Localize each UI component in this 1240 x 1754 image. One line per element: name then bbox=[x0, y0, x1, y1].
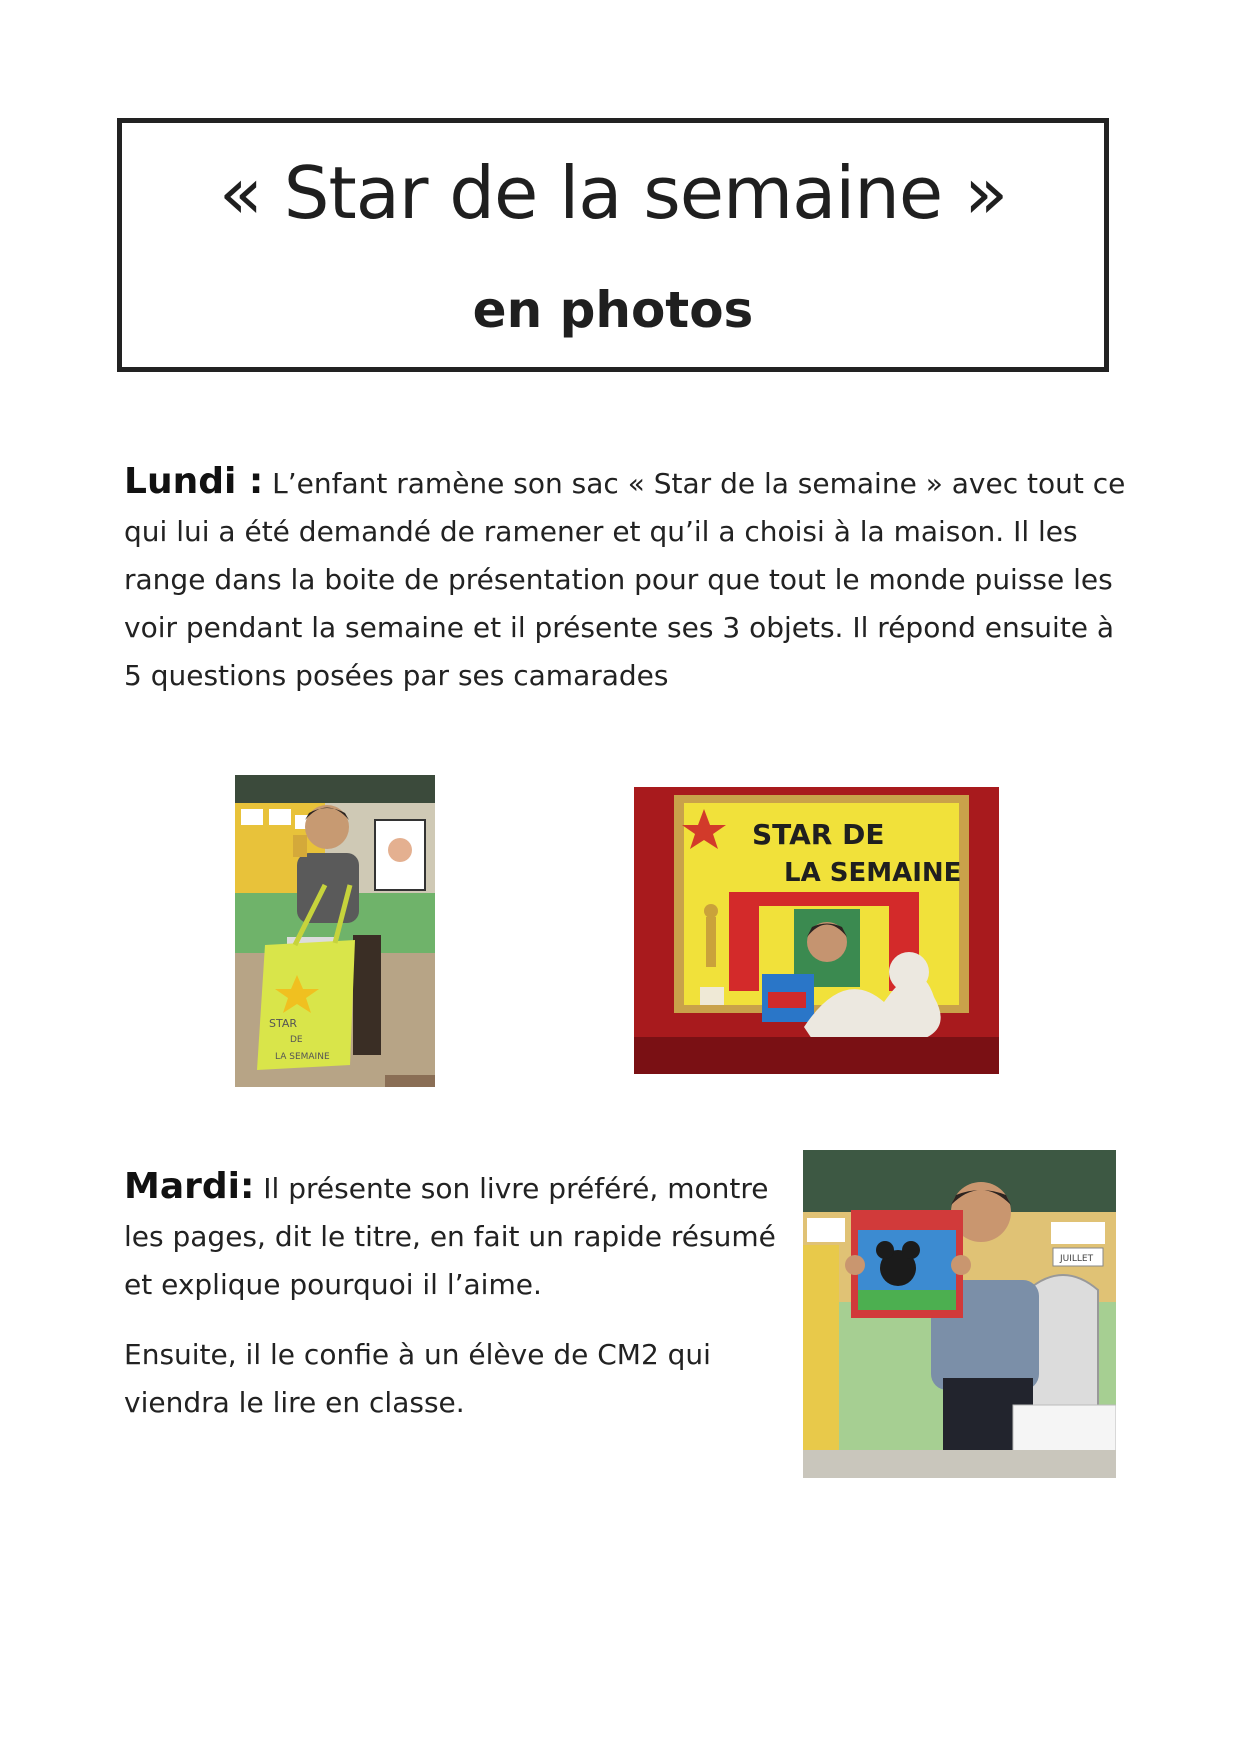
bag-text-1: STAR bbox=[269, 1017, 298, 1030]
bag-text-2: DE bbox=[290, 1035, 303, 1045]
bag-text-3: LA SEMAINE bbox=[275, 1052, 330, 1062]
photo-presentation-box bbox=[634, 787, 999, 1074]
lundi-text: L’enfant ramène son sac « Star de la semaine » avec tout ce qui lui a été demandé de ramener et qu’il a choisi à la maison. Il les range dans la boite de présentation pour que tout le monde puisse les voir pendant la semaine et il présente ses 3 objets. Il répond ensuite à 5 questions posées par ses camarades bbox=[124, 467, 1126, 692]
lundi-paragraph bbox=[124, 458, 1134, 700]
page-title: « Star de la semaine » bbox=[218, 151, 1008, 235]
mardi-label: Mardi: bbox=[124, 1166, 255, 1207]
mardi-text: Il présente son livre préféré, montre les pages, dit le titre, en fait un rapide résumé et explique pourquoi il l’aime. bbox=[124, 1172, 776, 1301]
mardi-paragraph bbox=[124, 1163, 784, 1309]
lundi-label: Lundi : bbox=[124, 461, 264, 502]
board-text-1: STAR DE bbox=[752, 818, 885, 851]
label-juillet: JUILLET bbox=[1060, 1254, 1094, 1264]
photo-child-with-book bbox=[803, 1150, 1116, 1478]
page-subtitle: en photos bbox=[472, 281, 754, 339]
photo-child-with-bag bbox=[235, 775, 435, 1087]
board-text-2: LA SEMAINE bbox=[784, 858, 962, 888]
mardi-paragraph-2: Ensuite, il le confie à un élève de CM2 qui viendra le lire en classe. bbox=[124, 1338, 711, 1419]
title-box bbox=[117, 118, 1109, 372]
